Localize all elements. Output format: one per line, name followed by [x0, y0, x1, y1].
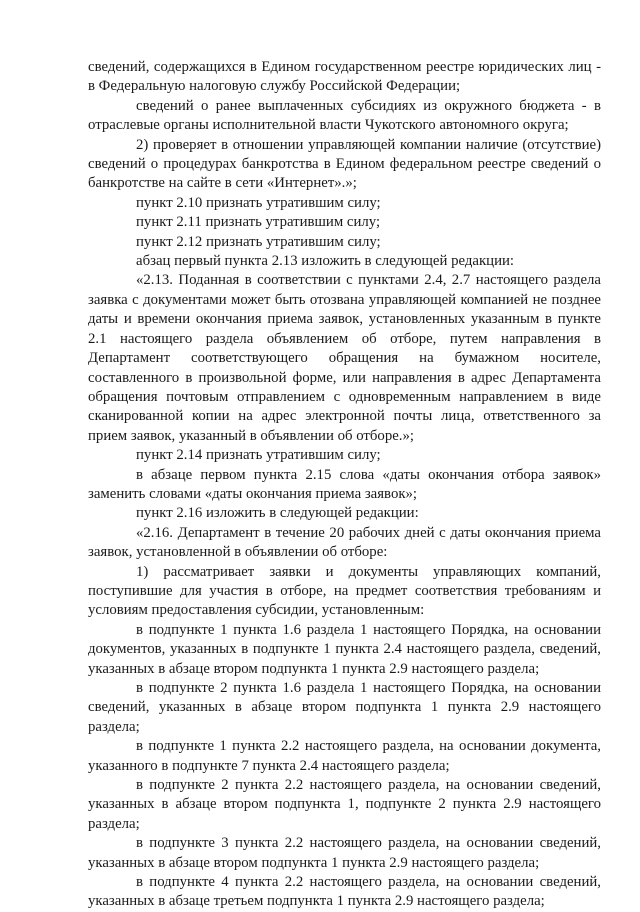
document-page [88, 58, 601, 912]
paragraph-7: абзац первый пункта 2.13 изложить в следующей редакции: [136, 253, 515, 270]
paragraph-6: пункт 2.12 признать утратившим силу; [136, 233, 381, 250]
paragraph-2: сведений о ранее выплаченных субсидиях из окружного бюджета - в отраслевые органы исполнительной власти Чукотского автономного округа; [88, 97, 601, 134]
paragraph-17: в подпункте 2 пункта 2.2 настоящего раздела, на основании сведений, указанных в абзаце втором подпункта 1, подпункте 2 пункта 2.9 настоящего раздела; [88, 777, 601, 832]
paragraph-13: 1) рассматривает заявки и документы управляющих компаний, поступившие для участия в отборе, на предмет соответствия требованиям и условиям предоставления субсидии, установленным: [88, 563, 601, 619]
paragraph-10: в абзаце первом пункта 2.15 слова «даты окончания отбора заявок» заменить словами «даты окончания приема заявок»; [88, 466, 601, 502]
paragraph-11: пункт 2.16 изложить в следующей редакции: [136, 505, 419, 522]
paragraph-16: в подпункте 1 пункта 2.2 настоящего раздела, на основании документа, указанного в подпункте 7 пункта 2.4 настоящего раздела; [88, 738, 601, 774]
paragraph-14: в подпункте 1 пункта 1.6 раздела 1 настоящего Порядка, на основании документов, указанных в подпункте 1 пункта 2.4 настоящего раздела, сведений, указанных в абзаце втором подпункта 1 пункта 2.9 настоящего раздела; [88, 621, 601, 677]
paragraph-9: пункт 2.14 признать утратившим силу; [136, 447, 381, 464]
paragraph-12: «2.16. Департамент в течение 20 рабочих дней с даты окончания приема заявок, установленной в объявлении об отборе: [88, 524, 601, 561]
paragraph-1: сведений, содержащихся в Едином государственном реестре юридических лиц - в Федеральную налоговую службу Российской Федерации; [88, 59, 601, 95]
paragraph-15: в подпункте 2 пункта 1.6 раздела 1 настоящего Порядка, на основании сведений, указанных в абзаце втором подпункта 1 пункта 2.9 настоящего раздела; [88, 680, 601, 735]
paragraph-4: пункт 2.10 признать утратившим силу; [136, 194, 381, 211]
paragraph-5: пункт 2.11 признать утратившим силу; [136, 214, 381, 231]
paragraph-18: в подпункте 3 пункта 2.2 настоящего раздела, на основании сведений, указанных в абзаце втором подпункта 1 пункта 2.9 настоящего раздела; [88, 835, 601, 871]
paragraph-3: 2) проверяет в отношении управляющей компании наличие (отсутствие) сведений о процедурах банкротства в Едином федеральном реестре сведений о банкротстве на сайте в сети «Интернет».»; [88, 136, 601, 192]
paragraph-8: «2.13. Поданная в соответствии с пунктами 2.4, 2.7 настоящего раздела заявка с документами может быть отозвана управляющей компанией не позднее даты и времени окончания приема заявок, установленных указанным в пункте 2.1 настоящего раздела объявлением об отборе, путем направления в Департамент соответствующего обращения на бумажном носителе, составленного в произвольной форме, или направления в адрес Департамента обращения почтовым отправлением с одновременным направлением в виде сканированной копии на адрес электронной почты лица, ответственного за прием заявок, указанный в объявлении об отборе.»; [88, 272, 601, 444]
paragraph-19: в подпункте 4 пункта 2.2 настоящего раздела, на основании сведений, указанных в абзаце третьем подпункта 1 пункта 2.9 настоящего раздела; [88, 874, 601, 910]
